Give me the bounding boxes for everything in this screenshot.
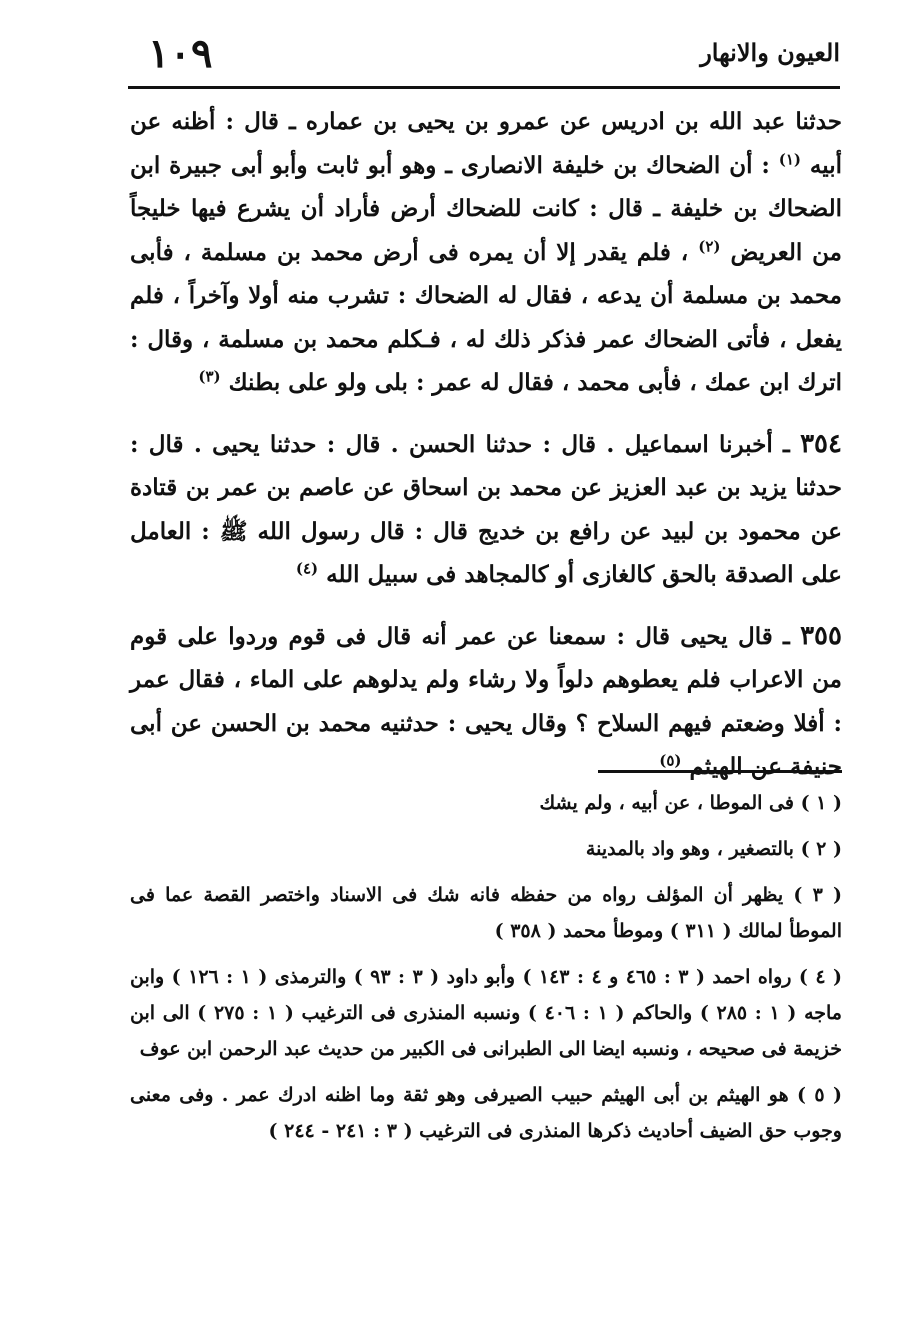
footnote-2 (130, 831, 842, 867)
footnote-5 (130, 1077, 842, 1149)
footnote-ref: (٤) (295, 559, 319, 578)
page-number: ١٠٩ (148, 30, 213, 77)
footnote-label: ( ٤ ) (798, 966, 843, 988)
hadith-number: ٣٥٤ (800, 428, 842, 459)
footnote-ref: (٣) (198, 367, 221, 386)
page-header (128, 30, 840, 90)
footnote-text: فى الموطا ، عن أبيه ، ولم يشك (539, 792, 794, 814)
footnote-label: ( ٥ ) (797, 1084, 842, 1106)
footnote-ref: (٢) (698, 236, 721, 255)
paragraph-1 (130, 100, 842, 405)
footnote-text: بالتصغير ، وهو واد بالمدينة (585, 838, 794, 860)
paragraph-354 (130, 423, 842, 597)
footnotes (130, 785, 842, 1159)
footnote-3 (130, 877, 842, 949)
paragraph-text: : أن الضحاك بن خليفة الانصارى ـ وهو أبو ثابت وأبو أبى جبيرة ابن الضحاك بن خليفة ـ قال : كانت للضحاك أرض فأراد أن يشرع فيها خليجاً من العريض (130, 151, 842, 266)
paragraph-text: ـ قال يحيى قال : سمعنا عن عمر أنه قال فى قوم وردوا على قوم من الاعراب فلم يعطوهم دلواً ولا رشاء ولم يدلوهم على الماء ، فقال عمر : أفلا وضعتم فيهم السلاح ؟ وقال يحيى : حدثنيه محمد بن الحسن عن أبى حنيفة عن الهيثم (130, 622, 842, 780)
header-rule (128, 86, 840, 89)
paragraph-355 (130, 615, 842, 789)
footnote-rule (598, 770, 842, 773)
footnote-label: ( ١ ) (800, 792, 842, 814)
footnote-1 (130, 785, 842, 821)
footnote-text: هو الهيثم بن أبى الهيثم حبيب الصيرفى وهو ثقة وما اظنه ادرك عمر . وفى معنى وجوب حق الضيف أحاديث ذكرها المنذرى فى الترغيب ( ٣ : ٢٤١ - ٢٤٤ ) (130, 1084, 842, 1142)
main-text (130, 100, 842, 789)
footnote-ref: (٥) (659, 751, 682, 770)
paragraph-text: ، فلم يقدر إلا أن يمره فى أرض محمد بن مسلمة ، فأبى محمد بن مسلمة أن يدعه ، فقال له الضحاك : تشرب منه أولا وآخراً ، فلم يفعل ، فأتى الضحاك عمر فذكر ذلك له ، فـكلم محمد بن مسلمة ، وقال : اترك ابن عمك ، فأبى محمد ، فقال له عمر : بلى ولو على بطنك (130, 238, 842, 396)
running-title: العيون والانهار (700, 38, 840, 67)
footnote-4 (130, 959, 842, 1067)
footnote-text: رواه احمد ( ٣ : ٤٦٥ و ٤ : ١٤٣ ) وأبو داود ( ٣ : ٩٣ ) والترمذى ( ١ : ١٢٦ ) وابن ماجه ( ١ : ٢٨٥ ) والحاكم ( ١ : ٤٠٦ ) ونسبه المنذرى فى الترغيب ( ١ : ٢٧٥ ) الى ابن خزيمة فى صحيحه ، ونسبه ايضا الى الطبرانى فى الكبير من حديث عبد الرحمن ابن عوف (130, 966, 842, 1060)
footnote-label: ( ٣ ) (793, 884, 843, 906)
paragraph-text: ـ أخبرنا اسماعيل . قال : حدثنا الحسن . قال : حدثنا يحيى . قال : حدثنا يزيد بن عبد العزيز عن محمد بن اسحاق عن عاصم بن عمر بن قتادة عن محمود بن لبيد عن رافع بن خديج قال : قال رسول الله ﷺ : العامل على الصدقة بالحق كالغازى أو كالمجاهد فى سبيل الله (130, 430, 842, 588)
footnote-text: يظهر أن المؤلف رواه من حفظه فانه شك فى الاسناد واختصر القصة عما فى الموطأ لمالك ( ٣١١ ) وموطأ محمد ( ٣٥٨ ) (130, 884, 842, 942)
paragraph-text: حدثنا عبد الله بن ادريس عن عمرو بن يحيى بن عماره ـ قال : أظنه عن أبيه (130, 108, 842, 179)
footnote-ref: (١) (778, 149, 802, 168)
footnote-label: ( ٢ ) (800, 838, 842, 860)
hadith-number: ٣٥٥ (800, 620, 842, 651)
